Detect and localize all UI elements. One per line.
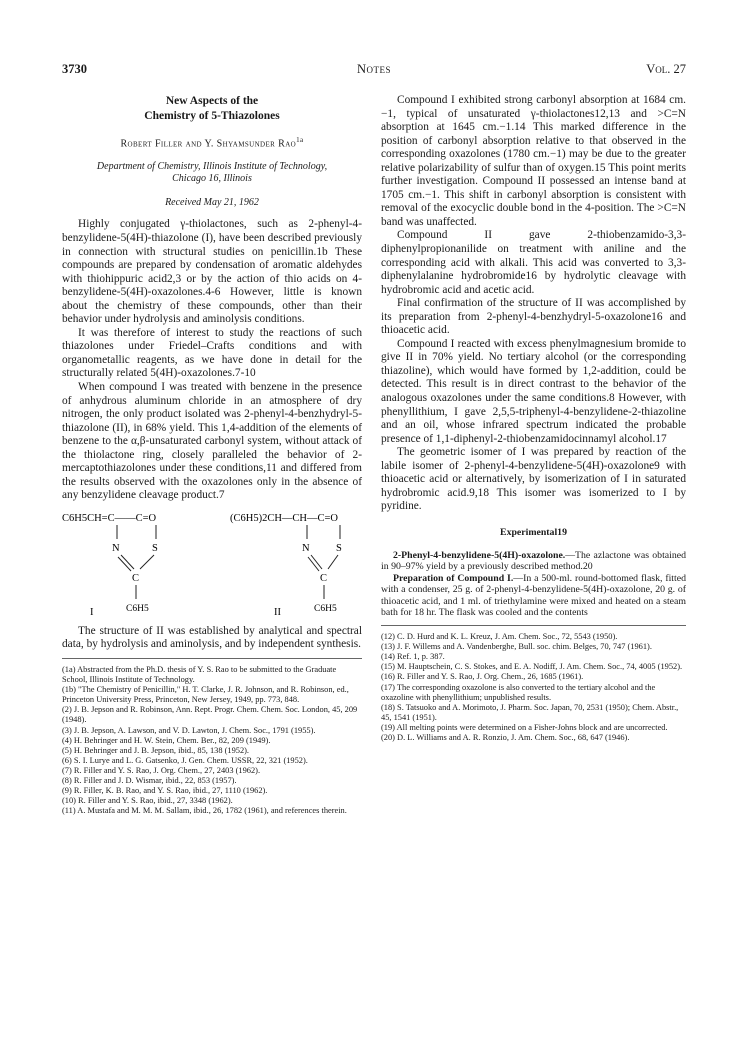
footnote: (14) Ref. 1, p. 387. [381,652,445,662]
section-name: Notes [356,62,392,76]
footnote: (15) M. Hauptschein, C. S. Stokes, and E. A. Nodiff, J. Am. Chem. Soc., 74, 4005 (1952). [381,662,683,672]
structure-ii-c: C [320,572,328,584]
footnote: (2) J. B. Jepson and R. Robinson, Ann. Rept. Progr. Chem. Chem. Soc. London, 45, 209 (1948). [62,705,358,725]
bond-line [140,555,154,569]
structure-i-n: N [112,542,120,554]
structure-i-s: S [152,542,158,554]
author-list [62,134,362,151]
paragraph: It was therefore of interest to study the reactions of such thiazolones under Friedel–Crafts conditions and with organometallic reagents, as we have done in detail for the structurally related 5(4H)-oxazolones.7-10 [62,326,362,380]
footnote: (17) The corresponding oxazolone is also converted to the tertiary alcohol and the oxazoline with phenyllithium; unpublished results. [381,682,656,702]
footnote: (3) J. B. Jepson, A. Lawson, and V. D. Lawton, J. Chem. Soc., 1791 (1955). [62,725,316,735]
chemical-structures [62,509,362,621]
footnote: (6) S. I. Lurye and L. G. Gatsenko, J. Gen. Chem. USSR, 22, 321 (1952). [62,755,308,765]
footnote: (10) R. Filler and Y. S. Rao, ibid., 27, 3348 (1962). [62,796,233,806]
paragraph: Compound I exhibited strong carbonyl absorption at 1684 cm.−1, typical of unsaturated γ-thiolactones12,13 and >C=N absorption at 1645 cm.−1.14 This marked difference in the position of carbonyl absorption relative to that observed in the corresponding oxazolones (1780 cm.−1) may be due to the greater relative polarizability of sulfur than of oxygen.15 This point merits further investigation. Compound II possessed an intense band at 1705 cm.−1. This shift in carbonyl absorption is consistent with removal of the exocyclic double bond in the 4-position. The >C=N band was unaffected. [381,94,686,228]
right-column [381,94,686,743]
footnote: (1b) "The Chemistry of Penicillin," H. T. Clarke, J. R. Johnson, and R. Robinson, ed., Princeton University Press, Princeton, New Jersey, 1949, pp. 773, 848. [62,685,349,705]
experimental-subtitle: 2-Phenyl-4-benzylidene-5(4H)-oxazolone. [393,549,566,561]
running-header [62,62,686,78]
experimental-text: —The azlactone was obtained in 90–97% yield by a previously described method.20 [381,549,686,573]
received-date: Received May 21, 1962 [165,196,259,208]
footnote-divider [381,625,686,626]
structure-ii-n: N [302,542,310,554]
structure-i-top: C6H5CH=C——C=O [62,512,157,524]
page-number: 3730 [62,62,87,76]
experimental-paragraph [381,573,686,619]
article-title [62,94,362,124]
footnote: (20) D. L. Williams and A. R. Ronzio, J. Am. Chem. Soc., 68, 647 (1946). [381,733,630,742]
bond-line [308,557,319,571]
paragraph: When compound I was treated with benzene in the presence of anhydrous aluminum chloride in an atmosphere of dry nitrogen, the only product isolated was 2-phenyl-4-benzhydryl-5-thiazolone (II), in 68% yield. This 1,4-addition of the elements of benzene to the α,β-unsaturated carbonyl system, without attack of the thiolactone ring, closely paralleled the behavior of 2-mercaptothiazolones under these conditions,11 and differed from the results observed with the oxazolones only in the absence of any benzylidene cleavage product.7 [62,380,362,502]
experimental-text: —In a 500-ml. round-bottomed flask, fitted with a condenser, 25 g. of 2-phenyl-4-benzylidene-5(4H)-oxazolone, 20 g. of thioacetic acid, and 1 ml. of triethylamine were mixed and heated on a steam bath for 18 hr. The flask was cooled and the contents [381,572,686,619]
footnote: (11) A. Mustafa and M. M. M. Sallam, ibid., 26, 1782 (1961), and references therein. [62,806,347,816]
structure-ii-s: S [336,542,342,554]
authors-text: Robert Filler and Y. Shyamsunder Rao [120,138,297,150]
experimental-heading: Experimental19 [500,526,567,538]
title-line-2: Chemistry of 5-Thiazolones [144,110,280,122]
structure-i-phenyl: C6H5 [126,603,149,614]
left-column [62,94,362,816]
structure-ii-label: II [274,606,281,618]
paragraph: Compound I reacted with excess phenylmagnesium bromide to give II in 70% yield. No tertiary alcohol (or the corresponding thiazoline), which would have formed by 1,2-addition, could be detected. This result is in direct contrast to the behavior of the analogous oxazolones under the same conditions.8 However, with phenyllithium, I gave 2,5,5-triphenyl-4-benzylidene-2-thiazoline and an oil, whose infrared spectrum indicated the probable presence of 1,1-diphenyl-2-thiobenzamidocinnamyl alcohol.17 [381,337,686,445]
footnote: (5) H. Behringer and J. B. Jepson, ibid., 85, 138 (1952). [62,745,250,755]
affiliation-line-2: Chicago 16, Illinois [172,173,252,185]
footnote: (9) R. Filler, K. B. Rao, and Y. S. Rao, ibid., 27, 1110 (1962). [62,786,268,796]
authors-footnote-mark: 1a [296,136,304,144]
left-footnotes [62,665,362,816]
affiliation-line-1: Department of Chemistry, Illinois Institute of Technology, [96,160,328,172]
footnote: (13) J. F. Willems and A. Vandenberghe, Bull. soc. chim. Belges, 70, 747 (1961). [381,642,652,652]
footnote: (1a) Abstracted from the Ph.D. thesis of Y. S. Rao to be submitted to the Graduate School, Illinois Institute of Technology. [62,665,337,685]
structure-ii-top: (C6H5)2CH—CH—C=O [230,512,339,524]
right-footnotes [381,632,686,743]
paragraph: Compound II gave 2-thiobenzamido-3,3-diphenylpropionanilide on treatment with aniline and the corresponding acid with alkali. This acid was converted to 3,3-diphenylalanine hydrobromide16 by hydrolytic cleavage with hydrobromic acid and acetic acid. [381,229,686,296]
bond-line [311,555,322,569]
experimental-subtitle: Preparation of Compound I. [393,572,514,584]
footnote: (16) R. Filler and Y. S. Rao, J. Org. Chem., 26, 1685 (1961). [381,672,584,682]
title-line-1: New Aspects of the [165,95,259,107]
footnote: (4) H. Behringer and H. W. Stein, Chem. Ber., 82, 209 (1949). [62,735,271,745]
structure-ii-phenyl: C6H5 [314,603,337,614]
footnote: (18) S. Tatsuoko and A. Morimoto, J. Pharm. Soc. Japan, 70, 2531 (1950); Chem. Abstr., 45, 1541 (1951). [381,702,679,722]
experimental-paragraph [381,550,686,573]
paragraph: Highly conjugated γ-thiolactones, such as 2-phenyl-4-benzylidene-5(4H)-thiazolone (I), have been described previously in connection with structural studies on penicillin.1b These compounds are prepared by condensation of aromatic aldehydes with thiohippuric acid2,3 or by the action of thio acids on 4-benzylidene-5(4H)-oxazolones.4-6 However, little is known about the chemistry of these compounds, other than their behavior under hydrolysis and aminolysis conditions. [62,218,362,326]
paragraph: Final confirmation of the structure of II was accomplished by its preparation from 2-phenyl-4-benzhydryl-5-oxazolone16 and thioacetic acid. [381,297,686,337]
footnote: (7) R. Filler and Y. S. Rao, J. Org. Chem., 27, 2403 (1962). [62,765,261,775]
paragraph: The geometric isomer of I was prepared by reaction of the labile isomer of 2-phenyl-4-benzylidene-5(4H)-oxazolone9 with thioacetic acid or alternatively, by isomerization of I in saturated hydrobromic acid.9,18 This isomer was isomerized to I by pyridine. [381,446,686,513]
footnote: (19) All melting points were determined on a Fisher-Johns block and are uncorrected. [381,722,668,732]
footnote: (8) R. Filler and J. D. Wismar, ibid., 22, 853 (1957). [62,776,237,786]
affiliation [62,161,362,186]
bond-line [328,555,338,569]
volume-label: Vol. 27 [646,62,686,76]
footnote: (12) C. D. Hurd and K. L. Kreuz, J. Am. Chem. Soc., 72, 5543 (1950). [381,632,618,642]
structure-i-c: C [132,572,140,584]
structure-drawing [62,509,362,621]
structure-i-label: I [90,606,94,618]
paragraph: The structure of II was established by analytical and spectral data, by hydrolysis and aminolysis, and by independent synthesis. [62,624,362,651]
footnote-divider [62,658,362,659]
